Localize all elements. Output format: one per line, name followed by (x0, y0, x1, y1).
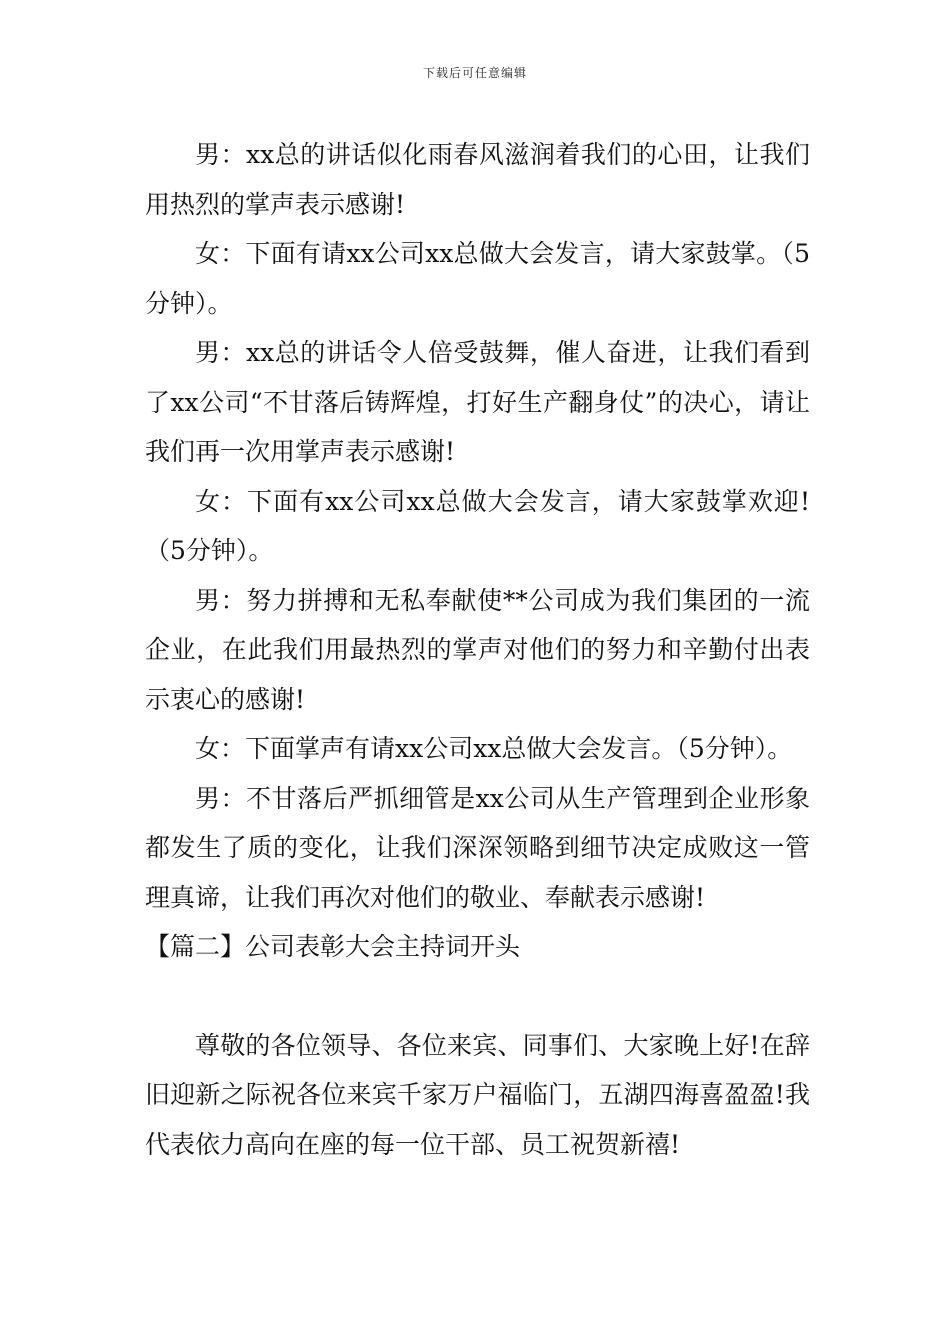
paragraph-male-2: 男：xx总的讲话令人倍受鼓舞，催人奋进，让我们看到了xx公司“不甘落后铸辉煌，打好生产翻身仗”的决心，请让我们再一次用掌声表示感谢! (145, 338, 810, 466)
page-header: 下载后可任意编辑 (422, 66, 527, 80)
paragraph-female-2: 女：下面有xx公司xx总做大会发言，请大家鼓掌欢迎!（5分钟）。 (145, 486, 810, 565)
paragraph-male-3: 男：努力拼搏和无私奉献使**公司成为我们集团的一流企业，在此我们用最热烈的掌声对他们的努力和辛勤付出表示衷心的感谢! (145, 585, 810, 714)
document-body (145, 130, 810, 1169)
section-heading: 【篇二】公司表彰大会主持词开头 (145, 932, 521, 961)
paragraph-female-1: 女：下面有请xx公司xx总做大会发言，请大家鼓掌。（5分钟）。 (145, 239, 810, 318)
paragraph-male-4: 男：不甘落后严抓细管是xx公司从生产管理到企业形象都发生了质的变化，让我们深深领略到细节决定成败这一管理真谛，让我们再次对他们的敬业、奉献表示感谢! (145, 783, 810, 912)
paragraph-female-3: 女：下面掌声有请xx公司xx总做大会发言。（5分钟）。 (195, 734, 793, 763)
opening-paragraph: 尊敬的各位领导、各位来宾、同事们、大家晚上好!在辞旧迎新之际祝各位来宾千家万户福临门，五湖四海喜盈盈!我代表依力高向在座的每一位干部、员工祝贺新禧! (145, 1030, 810, 1159)
section-spacer (145, 972, 810, 1021)
paragraph-male-1: 男：xx总的讲话似化雨春风滋润着我们的心田，让我们用热烈的掌声表示感谢! (145, 140, 810, 219)
